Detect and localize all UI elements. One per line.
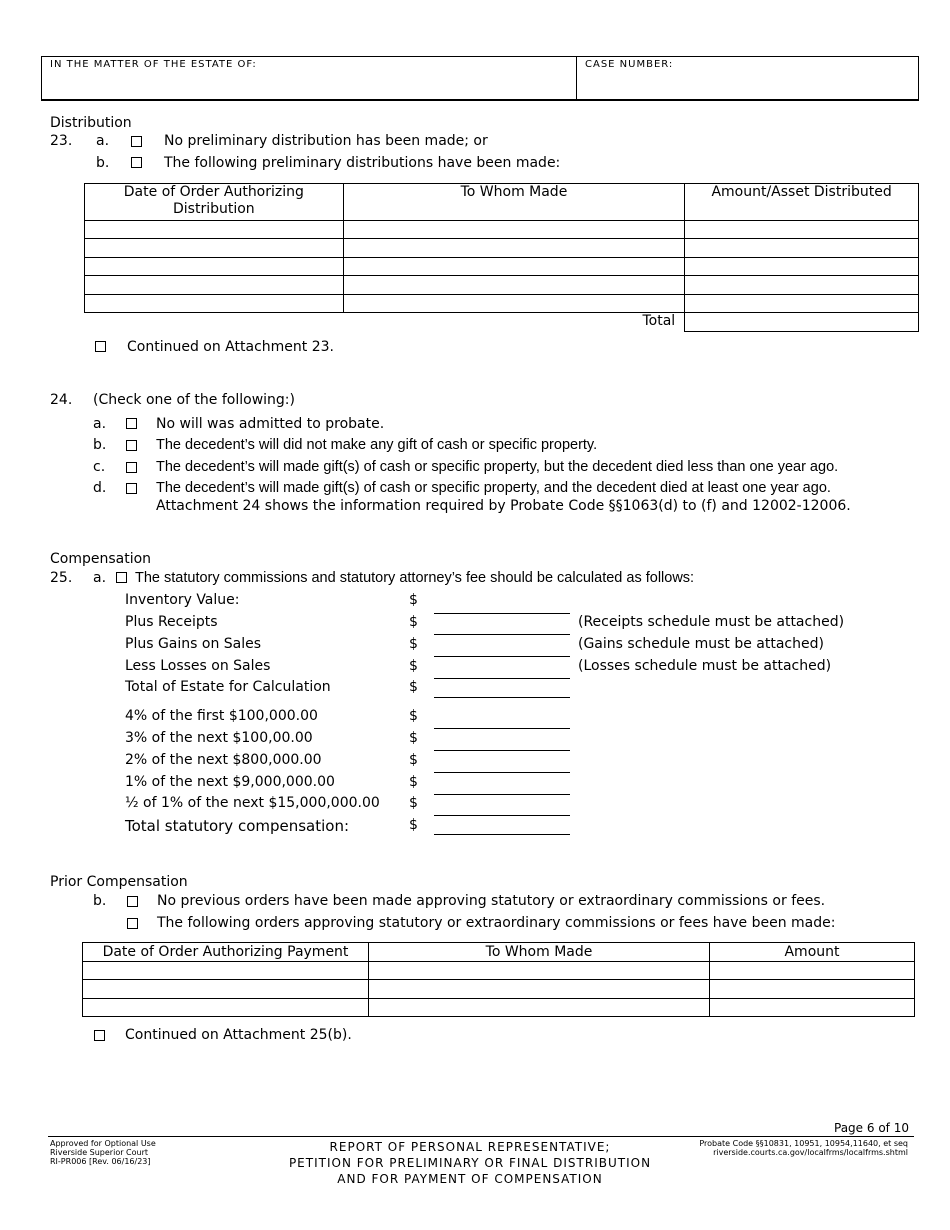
continued-25b-text: Continued on Attachment 25(b). [125,1027,352,1043]
item-23a-checkbox[interactable] [131,136,142,147]
table-cell[interactable] [85,239,344,258]
item-23a-letter: a. [96,133,110,149]
calc-note: (Losses schedule must be attached) [578,658,832,674]
dist-col-whom: To Whom Made [343,184,685,221]
amount-line[interactable] [434,634,570,635]
item-24-number: 24. [50,392,73,408]
prior-col-amount: Amount [710,943,915,962]
dollar-sign: $ [409,592,418,608]
calc-label: Less Losses on Sales [125,658,271,674]
rate-label: 3% of the next $100,00.00 [125,730,313,746]
item-24d-letter: d. [93,480,107,496]
form-title-line: AND FOR PAYMENT OF COMPENSATION [337,1172,603,1186]
table-cell[interactable] [85,276,344,295]
dollar-sign: $ [409,752,418,768]
approved-line: Approved for Optional Use [50,1139,156,1148]
item-23b-letter: b. [96,155,110,171]
continued-23-checkbox[interactable] [95,341,106,352]
prior-col-date: Date of Order Authorizing Payment [83,943,369,962]
reference-block [699,1139,908,1157]
amount-line[interactable] [434,772,570,773]
table-cell[interactable] [710,999,915,1017]
form-number: RI-PR006 [Rev. 06/16/23] [50,1157,151,1166]
calc-label: Total of Estate for Calculation [125,679,331,695]
table-cell[interactable] [685,239,919,258]
table-cell[interactable] [369,962,710,980]
dist-col-date: Date of Order Authorizing Distribution [85,184,344,221]
item-24d-text: The decedent’s will made gift(s) of cash or specific property, and the decedent died at least one year ago. [156,480,831,496]
dist-total-label: Total [343,313,685,332]
amount-line[interactable] [434,656,570,657]
table-cell[interactable] [85,221,344,239]
item-24-instruction: (Check one of the following:) [93,392,295,408]
dollar-sign: $ [409,636,418,652]
dollar-sign: $ [409,614,418,630]
rate-label: 2% of the next $800,000.00 [125,752,322,768]
dollar-sign: $ [409,817,418,833]
calc-label: Inventory Value: [125,592,240,608]
calc-label: Plus Receipts [125,614,218,630]
item-24a-text: No will was admitted to probate. [156,416,385,432]
amount-line[interactable] [434,794,570,795]
dollar-sign: $ [409,679,418,695]
table-cell[interactable] [343,239,685,258]
amount-line[interactable] [434,750,570,751]
prior-comp-heading: Prior Compensation [50,874,188,890]
table-cell[interactable] [343,258,685,276]
continued-23-text: Continued on Attachment 23. [127,339,334,355]
amount-line[interactable] [434,834,570,835]
calc-note: (Gains schedule must be attached) [578,636,824,652]
rate-total-label: Total statutory compensation: [125,817,350,835]
caption-divider [576,57,577,99]
prior-comp-option2-checkbox[interactable] [127,918,138,929]
table-cell[interactable] [685,295,919,313]
rate-label: 1% of the next $9,000,000.00 [125,774,335,790]
table-cell[interactable] [685,258,919,276]
prior-col-whom: To Whom Made [369,943,710,962]
table-cell[interactable] [685,221,919,239]
table-cell[interactable] [369,980,710,999]
item-24c-text: The decedent’s will made gift(s) of cash or specific property, but the decedent died less than one year ago. [156,459,839,475]
form-title-line: REPORT OF PERSONAL REPRESENTATIVE; [329,1140,611,1154]
item-23b-text: The following preliminary distributions have been made: [164,155,561,171]
table-cell[interactable] [85,295,344,313]
table-row [85,221,919,239]
estate-label: IN THE MATTER OF THE ESTATE OF: [50,59,257,70]
spacer-cell [85,313,344,332]
distribution-heading: Distribution [50,115,132,131]
amount-line[interactable] [434,678,570,679]
amount-line[interactable] [434,815,570,816]
prior-comp-table [82,942,915,1017]
website-ref: riverside.courts.ca.gov/localfrms/localfrms.shtml [713,1148,908,1157]
item-25-number: 25. [50,570,73,586]
table-cell[interactable] [710,980,915,999]
compensation-heading: Compensation [50,551,152,567]
table-cell[interactable] [343,295,685,313]
rate-label: ½ of 1% of the next $15,000,000.00 [125,795,380,811]
dollar-sign: $ [409,658,418,674]
amount-line[interactable] [434,697,570,698]
calc-label: Plus Gains on Sales [125,636,262,652]
item-24b-checkbox[interactable] [126,440,137,451]
item-24c-checkbox[interactable] [126,462,137,473]
continued-25b-checkbox[interactable] [94,1030,105,1041]
item-25a-intro: The statutory commissions and statutory attorney’s fee should be calculated as follows: [135,570,695,586]
dollar-sign: $ [409,795,418,811]
item-23a-text: No preliminary distribution has been made; or [164,133,488,149]
approved-block [50,1139,156,1166]
rate-label: 4% of the first $100,000.00 [125,708,318,724]
prior-comp-option1-text: No previous orders have been made approving statutory or extraordinary commissions or fees. [157,893,826,909]
table-cell[interactable] [85,258,344,276]
dist-col-amount: Amount/Asset Distributed [685,184,919,221]
calc-note: (Receipts schedule must be attached) [578,614,845,630]
table-row [85,276,919,295]
item-24a-letter: a. [93,416,107,432]
table-cell[interactable] [369,999,710,1017]
prior-comp-option2-text: The following orders approving statutory or extraordinary commissions or fees have been made: [157,915,836,931]
table-cell[interactable] [343,276,685,295]
prior-comp-option1-checkbox[interactable] [127,896,138,907]
prior-comp-letter: b. [93,893,107,909]
table-row [85,295,919,313]
form-title-line: PETITION FOR PRELIMINARY OR FINAL DISTRIBUTION [288,1156,652,1170]
item-25a-letter: a. [93,570,107,586]
item-24b-text: The decedent’s will did not make any gift of cash or specific property. [156,437,598,453]
item-24c-letter: c. [93,459,106,475]
item-24b-letter: b. [93,437,107,453]
table-row [83,962,915,980]
item-23b-checkbox[interactable] [131,157,142,168]
amount-line[interactable] [434,728,570,729]
dollar-sign: $ [409,730,418,746]
dollar-sign: $ [409,774,418,790]
dist-total-amount[interactable] [685,313,919,332]
item-23-number: 23. [50,133,73,149]
item-25a-checkbox[interactable] [116,572,127,583]
approved-line: Riverside Superior Court [50,1148,149,1157]
page-number: Page 6 of 10 [834,1121,909,1135]
dollar-sign: $ [409,708,418,724]
amount-line[interactable] [434,613,570,614]
case-number-label: CASE NUMBER: [585,59,674,70]
table-cell[interactable] [83,980,369,999]
distribution-table [84,183,919,332]
case-caption-box [41,56,919,101]
table-cell[interactable] [83,962,369,980]
form-title [270,1139,670,1187]
probate-code-ref: Probate Code §§10831, 10951, 10954,11640, et seq [699,1139,908,1148]
footer-rule [48,1136,914,1137]
table-row [83,980,915,999]
table-cell[interactable] [83,999,369,1017]
table-row [85,258,919,276]
item-24a-checkbox[interactable] [126,418,137,429]
table-cell[interactable] [343,221,685,239]
table-row [83,999,915,1017]
item-24d-text-2: Attachment 24 shows the information required by Probate Code §§1063(d) to (f) and 12002-12006. [156,498,851,514]
table-row [85,239,919,258]
table-cell[interactable] [685,276,919,295]
item-24d-checkbox[interactable] [126,483,137,494]
table-cell[interactable] [710,962,915,980]
